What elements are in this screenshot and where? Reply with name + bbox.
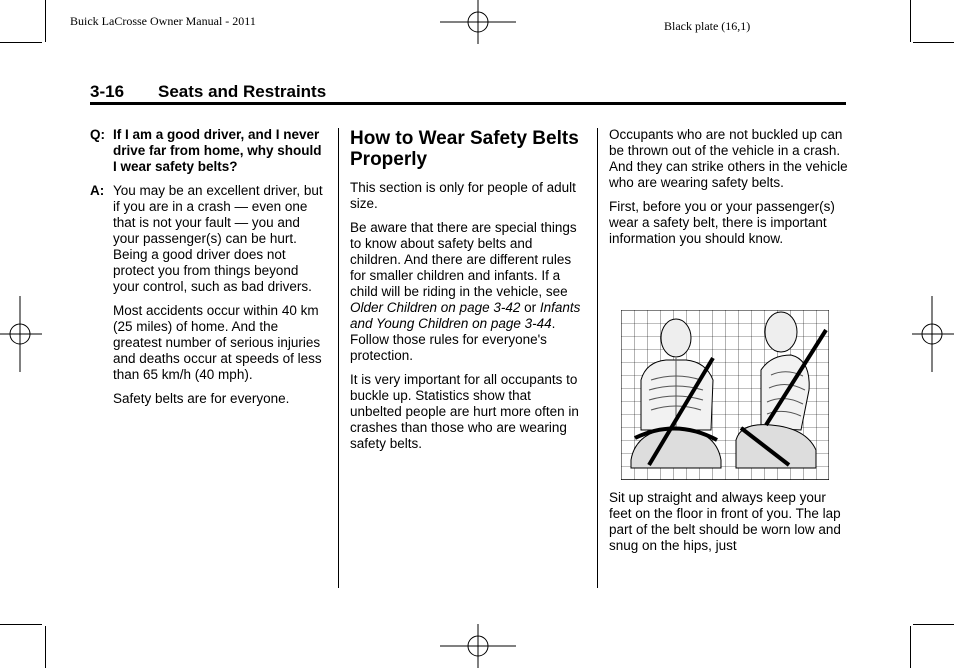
crop-mark <box>913 624 954 625</box>
plate-label: Black plate (16,1) <box>664 19 751 33</box>
crop-mark <box>0 42 42 43</box>
paragraph: This section is only for people of adult size. <box>350 180 576 211</box>
column-3 <box>609 127 849 255</box>
paragraph-text: . Follow those rules for everyone's protection. <box>350 316 556 363</box>
crop-mark <box>45 626 46 668</box>
question-text: If I am a good driver, and I never drive far from home, why should I wear safety belts? <box>113 127 322 174</box>
paragraph <box>350 220 586 364</box>
cross-reference-link[interactable]: Older Children on page 3-42 <box>350 300 521 315</box>
q-label: Q: <box>90 127 105 142</box>
manual-title: Buick LaCrosse Owner Manual - 2011 <box>70 14 256 28</box>
answer-block <box>90 183 326 295</box>
section-title: Seats and Restraints <box>158 82 327 101</box>
paragraph-text: or <box>520 300 540 315</box>
crop-mark <box>910 0 911 42</box>
page-number: 3-16 <box>90 82 125 101</box>
registration-mark-left <box>0 296 42 372</box>
paragraph: Most accidents occur within 40 km (25 miles) of home. And the greatest number of serious injuries and deaths occur at speeds of less than 65 km/h (40 mph). <box>113 303 322 382</box>
paragraph-text: Be aware that there are special things to know about safety belts and children. And there are different rules for smaller children and infants. If a child will be riding in the vehicle, see <box>350 220 577 299</box>
column-1 <box>90 127 326 415</box>
registration-mark-top <box>440 0 516 44</box>
answer-text: You may be an excellent driver, but if you are in a crash — even one that is not your fault — you and your passenger(s) can be hurt. Being a good driver does not protect you from things beyond your control, such as bad drivers. <box>113 183 323 294</box>
header-rule <box>90 102 846 105</box>
section-header <box>90 82 326 102</box>
paragraph: Occupants who are not buckled up can be thrown out of the vehicle in a crash. And they can strike others in the vehicle who are wearing safety belts. <box>609 127 848 190</box>
registration-mark-bottom <box>440 624 516 668</box>
paragraph: Sit up straight and always keep your feet on the floor in front of you. The lap part of the belt should be worn low and snug on the hips, just <box>609 490 841 553</box>
column-divider <box>597 128 598 588</box>
crop-mark <box>45 0 46 42</box>
paragraph: First, before you or your passenger(s) wear a safety belt, there is important information you should know. <box>609 199 835 246</box>
cross-reference-link[interactable]: Infants and Young Children on page 3-44 <box>350 300 581 331</box>
safety-belt-illustration <box>621 310 829 480</box>
column-2 <box>350 128 586 460</box>
column-divider <box>338 128 339 588</box>
crop-mark <box>910 626 911 668</box>
paragraph: Safety belts are for everyone. <box>113 391 290 406</box>
crop-mark <box>913 42 954 43</box>
a-label: A: <box>90 183 105 198</box>
crop-mark <box>0 624 42 625</box>
column-3-lower <box>609 490 849 562</box>
registration-mark-right <box>912 296 954 372</box>
subsection-heading: How to Wear Safety Belts Properly <box>350 128 579 170</box>
question-block <box>90 127 326 175</box>
paragraph: It is very important for all occupants to buckle up. Statistics show that unbelted people are hurt more often in crashes than those who are wearing safety belts. <box>350 372 579 451</box>
